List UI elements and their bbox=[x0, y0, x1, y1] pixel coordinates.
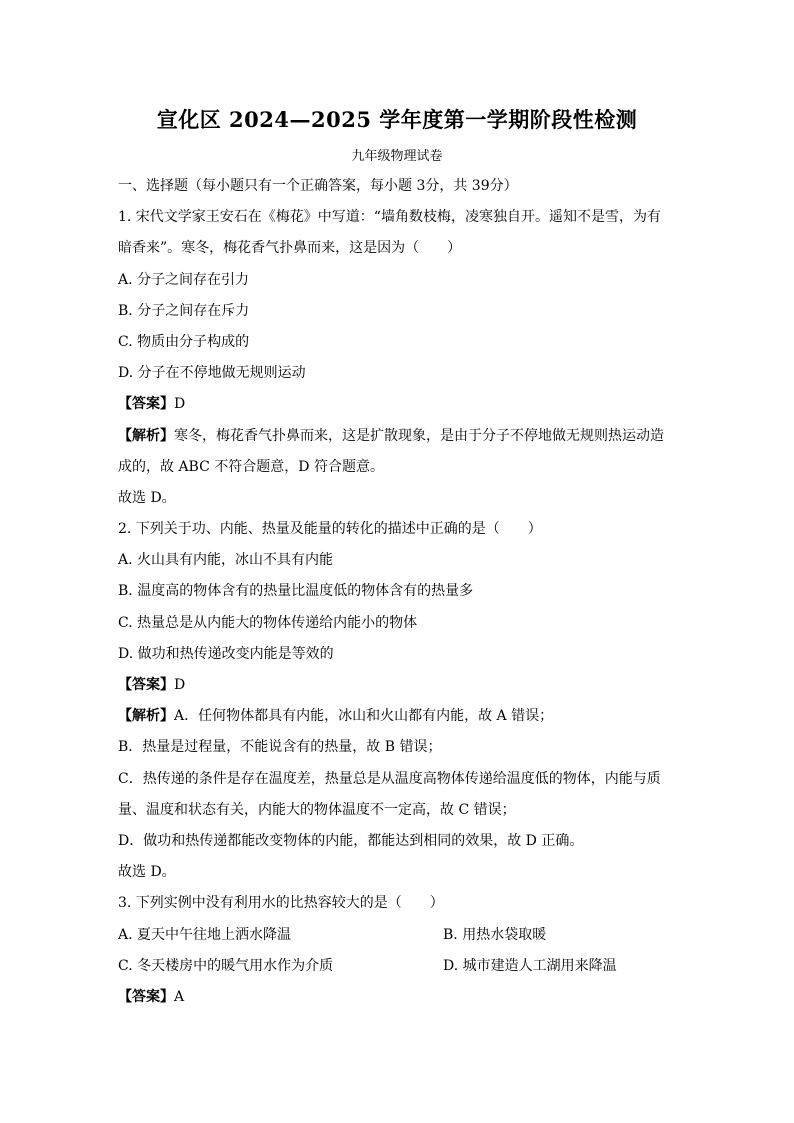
q1-option-b: B. 分子之间存在斥力 bbox=[118, 303, 250, 319]
q2-analysis-line1 bbox=[118, 707, 553, 725]
q3-stem: 3. 下列实例中没有利用水的比热容较大的是（ ） bbox=[118, 895, 444, 911]
analysis-text: 寒冬，梅花香气扑鼻而来，这是扩散现象，是由于分子不停地做无规则热运动造 bbox=[174, 428, 664, 444]
q1-option-c: C. 物质由分子构成的 bbox=[118, 334, 250, 350]
page-title: 宣化区 2024—2025 学年度第一学期阶段性检测 bbox=[156, 107, 638, 132]
page-subtitle: 九年级物理试卷 bbox=[351, 149, 443, 164]
q2-analysis-line2: B．热量是过程量，不能说含有的热量，故 B 错误； bbox=[118, 739, 442, 755]
answer-value: D bbox=[174, 677, 186, 693]
q1-option-a: A. 分子之间存在引力 bbox=[118, 272, 250, 288]
q3-option-c: C. 冬天楼房中的暖气用水作为介质 bbox=[118, 958, 334, 974]
q1-analysis-line2: 成的，故 ABC 不符合题意，D 符合题意。 bbox=[118, 459, 384, 475]
answer-value: D bbox=[174, 396, 186, 412]
q2-option-c: C. 热量总是从内能大的物体传递给内能小的物体 bbox=[118, 615, 418, 631]
answer-label: 【答案】 bbox=[118, 989, 174, 1005]
q3-option-b: B. 用热水袋取暖 bbox=[443, 927, 547, 943]
q2-stem: 2. 下列关于功、内能、热量及能量的转化的描述中正确的是（ ） bbox=[118, 521, 542, 537]
q3-option-d: D. 城市建造人工湖用来降温 bbox=[443, 958, 617, 974]
q2-analysis-line4: 量、温度和状态有关，内能大的物体温度不一定高，故 C 错误； bbox=[118, 802, 516, 818]
q2-option-b: B. 温度高的物体含有的热量比温度低的物体含有的热量多 bbox=[118, 583, 474, 599]
q2-option-a: A. 火山具有内能，冰山不具有内能 bbox=[118, 552, 334, 568]
q2-analysis-line3: C．热传递的条件是存在温度差，热量总是从温度高物体传递给温度低的物体，内能与质 bbox=[118, 771, 661, 787]
analysis-label: 【解析】 bbox=[118, 428, 174, 444]
q2-conclusion: 故选 D。 bbox=[118, 864, 176, 880]
section-heading: 一、选择题（每小题只有一个正确答案，每小题 3分，共 39分） bbox=[118, 178, 518, 194]
q3-option-a: A. 夏天中午往地上洒水降温 bbox=[118, 927, 292, 943]
q2-analysis-line5: D．做功和热传递都能改变物体的内能，都能达到相同的效果，故 D 正确。 bbox=[118, 833, 584, 849]
q1-option-d: D. 分子在不停地做无规则运动 bbox=[118, 365, 306, 381]
q1-analysis-line1 bbox=[118, 427, 664, 445]
analysis-label: 【解析】 bbox=[118, 708, 174, 724]
analysis-text: A．任何物体都具有内能，冰山和火山都有内能，故 A 错误； bbox=[174, 708, 554, 724]
q2-option-d: D. 做功和热传递改变内能是等效的 bbox=[118, 646, 334, 662]
q1-conclusion: 故选 D。 bbox=[118, 490, 176, 506]
q1-stem-line2: 暗香来”。寒冬，梅花香气扑鼻而来，这是因为（ ） bbox=[118, 240, 462, 256]
q2-answer bbox=[118, 676, 185, 694]
q1-stem-line1: 1. 宋代文学家王安石在《梅花》中写道：“墙角数枝梅，凌寒独自开。遥知不是雪，为有 bbox=[118, 209, 661, 225]
answer-label: 【答案】 bbox=[118, 677, 174, 693]
answer-label: 【答案】 bbox=[118, 396, 174, 412]
q3-answer bbox=[118, 988, 184, 1006]
q1-answer bbox=[118, 395, 185, 413]
answer-value: A bbox=[174, 989, 185, 1005]
